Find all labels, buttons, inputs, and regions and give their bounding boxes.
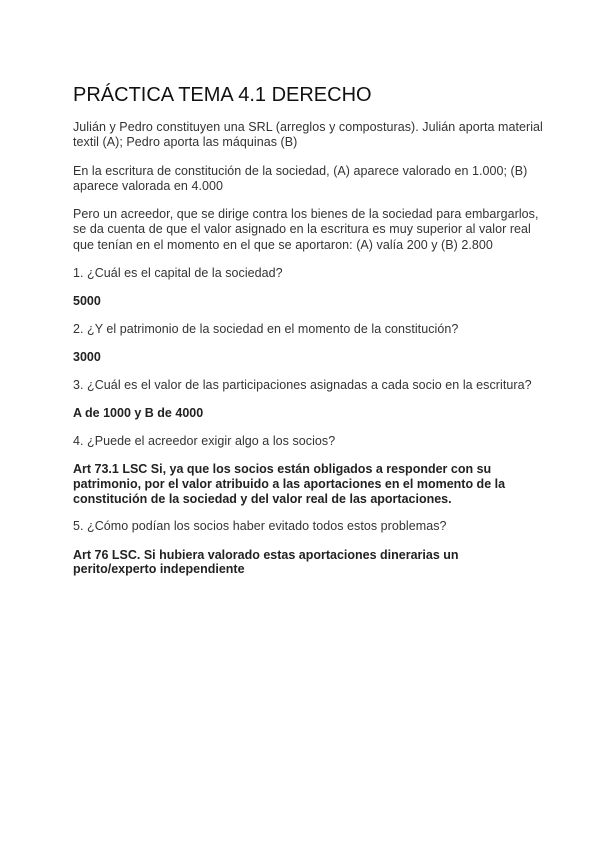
question-3: 3. ¿Cuál es el valor de las participaciones asignadas a cada socio en la escritura?: [73, 377, 532, 392]
question-5: 5. ¿Cómo podían los socios haber evitado todos estos problemas?: [73, 519, 447, 534]
intro-paragraph-3: Pero un acreedor, que se dirige contra los bienes de la sociedad para embargarlos, se da cuenta de que el valor asignado en la escritura es muy superior al valor real que tenían en el momento en el que se aportaron: (A) valía 200 y (B) 2.800: [73, 207, 539, 252]
document-title: PRÁCTICA TEMA 4.1 DERECHO: [73, 84, 372, 106]
question-1: 1. ¿Cuál es el capital de la sociedad?: [73, 265, 283, 280]
intro-paragraph-1: Julián y Pedro constituyen una SRL (arreglos y composturas). Julián aporta material textil (A); Pedro aporta las máquinas (B): [73, 120, 543, 150]
question-4: 4. ¿Puede el acreedor exigir algo a los socios?: [73, 433, 336, 448]
document-page: [73, 84, 543, 590]
intro-paragraph-2: En la escritura de constitución de la sociedad, (A) aparece valorado en 1.000; (B) aparece valorada en 4.000: [73, 163, 528, 193]
answer-3: A de 1000 y B de 4000: [73, 406, 204, 420]
answer-5: Art 76 LSC. Si hubiera valorado estas aportaciones dinerarias un perito/experto independiente: [73, 547, 459, 577]
question-2: 2. ¿Y el patrimonio de la sociedad en el momento de la constitución?: [73, 321, 459, 336]
answer-1: 5000: [73, 294, 101, 308]
answer-2: 3000: [73, 350, 101, 364]
answer-4: Art 73.1 LSC Si, ya que los socios están obligados a responder con su patrimonio, por el valor atribuido a las aportaciones en el momento de la constitución de la sociedad y del valor real de las aportaciones.: [73, 462, 506, 506]
